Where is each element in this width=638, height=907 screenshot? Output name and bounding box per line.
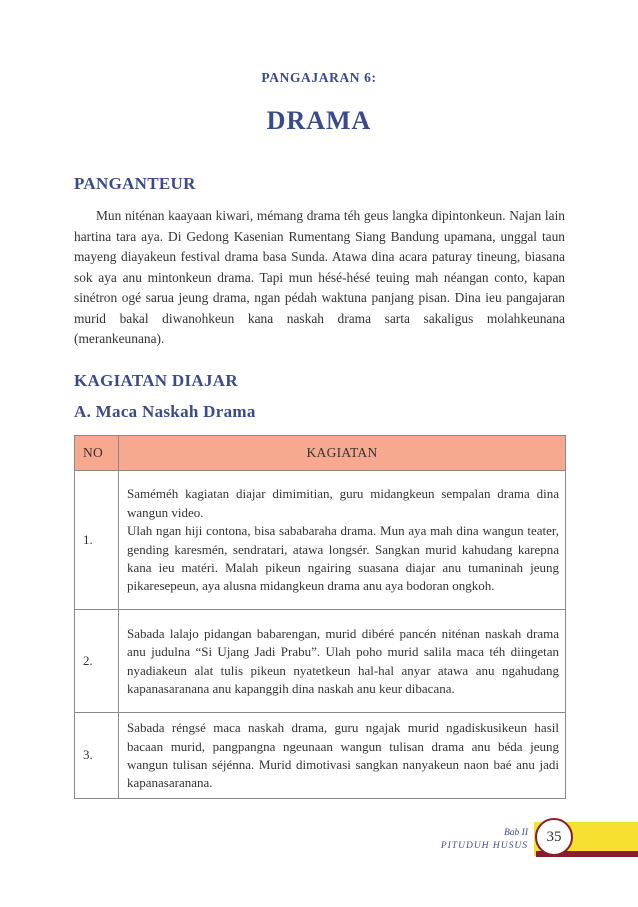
row-text-line: Ulah ngan hiji contona, bisa sababaraha drama. Mun aya mah dina wangun teater, gending karesmén, sendratari, atawa longsér. Sangkan murid kahudang karepna kana ieu matéri. Malah pikeun ngairing suasana diajar anu tumaninah jeung pikaresepeun, aya alusna midangkeun drama anu aya bodoran ongkoh. [127, 523, 559, 594]
footer-book-title: PITUDUH HUSUS [440, 841, 528, 851]
page-title: DRAMA [266, 106, 372, 135]
footer-chapter: Bab II [503, 828, 528, 838]
table-row [75, 610, 566, 713]
intro-paragraph: Mun niténan kaayaan kiwari, mémang drama téh geus langka dipintonkeun. Najan lain hartina tara aya. Di Gedong Kasenian Rumentang Siang Bandung upamana, unggal taun mayeng diayakeun festival drama basa Sunda. Atawa dina acara paturay tineung, biasana sok aya anu mintonkeun drama. Tapi mun hésé-hésé teuing mah néangan conto, kapan sinétron ogé sarua jeung drama, ngan pédah waktuna panjang pisan. Dina ieu pangajaran murid bakal diwanohkeun kana naskah drama sarta sakaligus molahkeunana (merankeunana). [74, 208, 565, 346]
page-number: 35 [535, 818, 573, 856]
intro-heading: PANGANTEUR [74, 174, 196, 193]
table-header-row [75, 436, 566, 471]
column-header-kagiatan: KAGIATAN [119, 436, 566, 471]
row-number: 1. [75, 471, 119, 610]
row-text [119, 471, 566, 610]
row-text-line: Saméméh kagiatan diajar dimimitian, guru midangkeun sempalan drama dina wangun video. [127, 486, 559, 520]
column-header-no: NO [75, 436, 119, 471]
lesson-number: PANGAJARAN 6: [261, 70, 377, 85]
row-text-line: Sabada lalajo pidangan babarengan, murid dibéré pancén niténan naskah drama anu judulna “Si Ujang Jadi Prabu”. Ulah poho murid salila maca téh diingetan nyadiakeun alat tulis pikeun nyatetkeun hal-hal anyar atawa anu ngahudang kapanasaranana anu kapanggih dina naskah anu keur dibacana. [127, 625, 559, 696]
table-row [75, 471, 566, 610]
activities-subheading: A. Maca Naskah Drama [74, 402, 256, 421]
row-text-line: Sabada réngsé maca naskah drama, guru ngajak murid ngadiskusikeun hasil bacaan murid, pangpangna ngeunaan wangun tulisan drama anu béda jeung wangun tulisan séjénna. Murid dimotivasi sangkan nanyakeun naon baé anu jadi kapanasaranana. [127, 720, 559, 791]
row-number: 3. [75, 713, 119, 799]
row-text [119, 713, 566, 799]
row-number: 2. [75, 610, 119, 713]
activities-heading: KAGIATAN DIAJAR [74, 371, 238, 390]
table-row [75, 713, 566, 799]
row-text [119, 610, 566, 713]
activities-table [74, 435, 566, 799]
